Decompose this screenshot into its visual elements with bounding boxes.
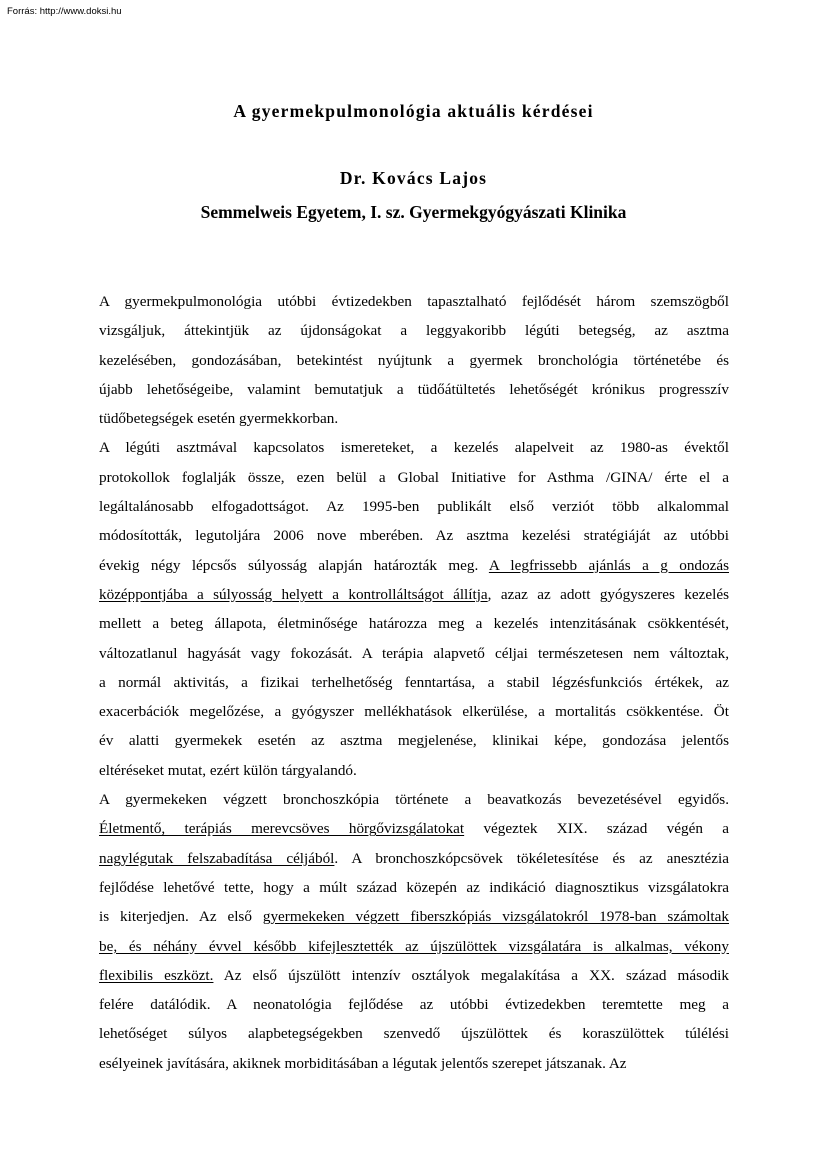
text-line: [99, 287, 729, 316]
text-segment: vizsgáljuk, áttekintjük az újdonságokat a leggyakoribb légúti betegség, az asztma: [99, 322, 729, 340]
text-line: [99, 375, 729, 404]
underlined-text: középpontjába a súlyosság helyett a kontrolláltságot állítja: [99, 585, 488, 603]
document-title: A gyermekpulmonológia aktuális kérdései: [233, 101, 594, 121]
author-name: Dr. Kovács Lajos: [339, 168, 488, 188]
text-line: [99, 316, 729, 345]
text-line: [99, 521, 729, 550]
underlined-text: A legfrissebb ajánlás a g ondozás: [488, 556, 729, 574]
text-line: [99, 756, 729, 785]
body-text: [99, 287, 729, 1078]
text-segment: újabb lehetőségeibe, valamint bemutatjuk a tüdőátültetés lehetőségét krónikus progresszív: [99, 380, 729, 398]
text-line: [99, 785, 729, 814]
text-segment: évekig négy lépcsős súlyosság alapján határozták meg.: [99, 556, 489, 574]
author-affiliation: Semmelweis Egyetem, I. sz. Gyermekgyógyászati Klinika: [200, 202, 627, 222]
text-line: [99, 902, 729, 931]
text-segment: tüdőbetegségek esetén gyermekkorban.: [99, 410, 339, 428]
text-segment: A gyermekeken végzett bronchoszkópia története a beavatkozás bevezetésével egyidős.: [99, 791, 729, 809]
text-segment: Az első újszülött intenzív osztályok megalakítása a XX. század második: [213, 966, 729, 984]
text-line: [99, 346, 729, 375]
text-segment: , azaz az adott gyógyszeres kezelés: [487, 585, 729, 603]
text-line: [99, 433, 729, 462]
text-line: [99, 463, 729, 492]
underlined-text: be, és néhány évvel később kifejlesztették az újszülöttek vizsgálatára is alkalmas, vékony: [99, 937, 729, 955]
text-segment: A gyermekpulmonológia utóbbi évtizedekben tapasztalható fejlődését három szemszögből: [99, 293, 729, 310]
text-segment: végeztek XIX. század végén a: [464, 820, 729, 838]
text-segment: esélyeinek javítására, akiknek morbiditásában a légutak jelentős szerepet játszanak. Az: [99, 1054, 627, 1072]
text-segment: fejlődése lehetővé tette, hogy a múlt század közepén az indikáció diagnosztikus vizsgálatokra: [99, 878, 729, 896]
underlined-text: Életmentő, terápiás merevcsöves hörgővizsgálatokat: [99, 820, 465, 838]
text-segment: kezelésében, gondozásában, betekintést nyújtunk a gyermek bronchológia történetébe és: [99, 351, 729, 369]
text-segment: mellett a beteg állapota, életminősége határozza meg a kezelés intenzitásának csökkentését,: [99, 615, 729, 633]
source-url: Forrás: http://www.doksi.hu: [7, 6, 122, 17]
text-segment: módosították, legutoljára 2006 nove mberében. Az asztma kezelési stratégiáját az utóbbi: [99, 527, 729, 545]
text-line: [99, 609, 729, 638]
underlined-text: gyermekeken végzett fiberszkópiás vizsgálatokról 1978-ban számoltak: [262, 908, 729, 926]
text-line: [99, 814, 729, 843]
text-line: [99, 492, 729, 521]
underlined-text: nagylégutak felszabadítása céljából: [99, 849, 335, 867]
text-line: [99, 932, 729, 961]
text-segment: is kiterjedjen. Az első: [99, 908, 263, 926]
text-segment: változatlanul hagyását vagy fokozását. A terápia alapvető céljai természetesen nem változtak,: [99, 644, 729, 662]
text-line: [99, 726, 729, 755]
text-line: [99, 639, 729, 668]
text-line: [99, 697, 729, 726]
text-segment: . A bronchoszkópcsövek tökéletesítése és az anesztézia: [334, 849, 730, 867]
text-segment: A légúti asztmával kapcsolatos ismereteket, a kezelés alapelveit az 1980-as évektől: [99, 439, 729, 457]
underlined-text: flexibilis eszközt.: [99, 966, 214, 984]
text-segment: exacerbációk megelőzése, a gyógyszer mellékhatások elkerülése, a mortalitás csökkentése. Öt: [99, 703, 729, 721]
text-line: [99, 668, 729, 697]
text-line: [99, 1019, 729, 1048]
text-line: [99, 404, 729, 433]
text-line: [99, 873, 729, 902]
text-segment: a normál aktivitás, a fizikai terhelhetőség fenntartása, a stabil légzésfunkciós értékek, az: [99, 673, 729, 691]
text-line: [99, 961, 729, 990]
text-segment: év alatti gyermekek esetén az asztma megjelenése, klinikai képe, gondozása jelentős: [99, 732, 729, 750]
text-segment: lehetőséget súlyos alapbetegségekben szenvedő újszülöttek és koraszülöttek túlélési: [99, 1025, 729, 1043]
text-line: [99, 844, 729, 873]
text-segment: felére datálódik. A neonatológia fejlődése az utóbbi évtizedekben teremtette meg a: [99, 996, 729, 1014]
text-segment: legáltalánosabb elfogadottságot. Az 1995-ben publikált első verziót több alkalommal: [99, 498, 729, 516]
text-line: [99, 990, 729, 1019]
text-segment: eltéréseket mutat, ezért külön tárgyalandó.: [99, 761, 357, 779]
text-line: [99, 1049, 729, 1078]
text-segment: protokollok foglalják össze, ezen belül a Global Initiative for Asthma /GINA/ érte el a: [99, 468, 729, 486]
text-line: [99, 580, 729, 609]
text-line: [99, 551, 729, 580]
